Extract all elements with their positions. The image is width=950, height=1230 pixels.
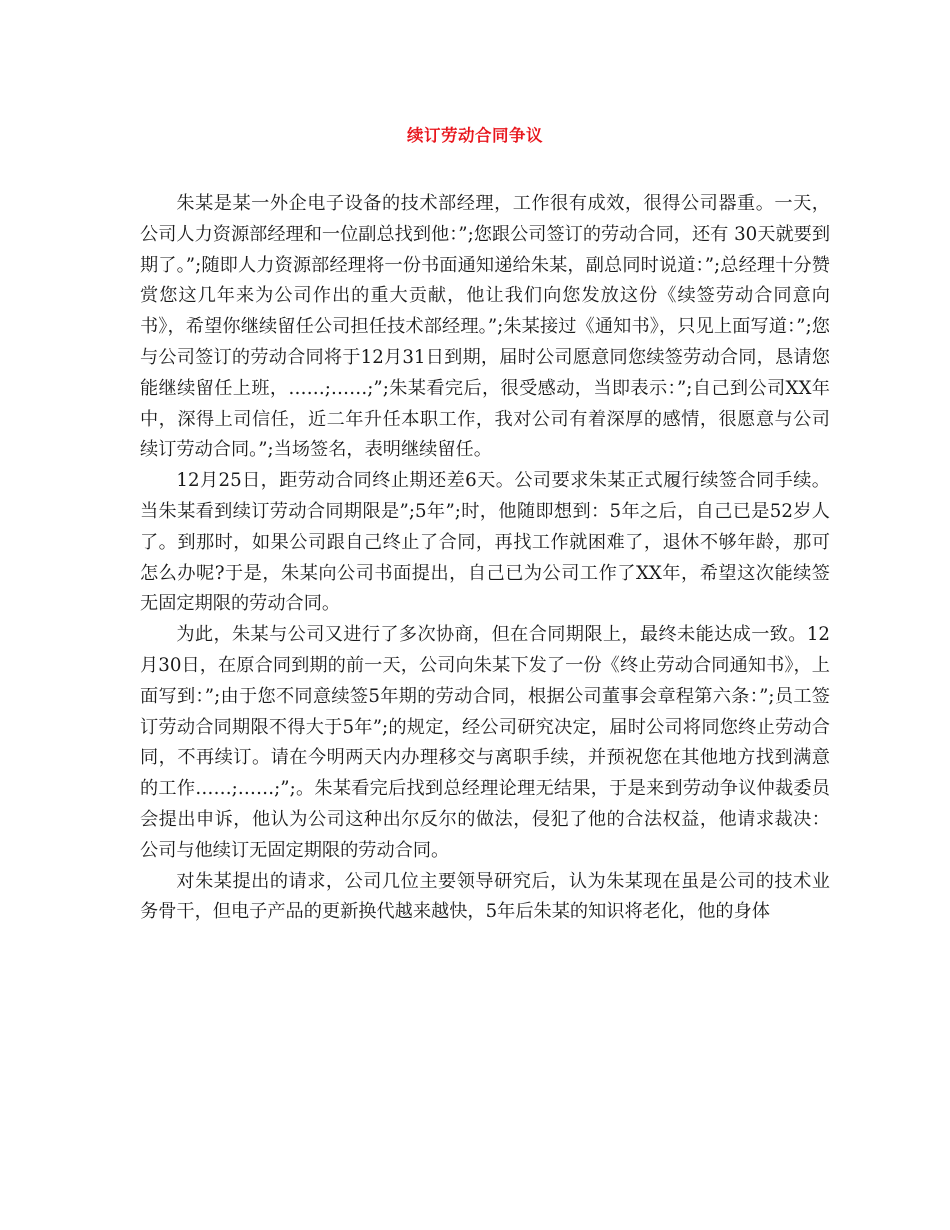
paragraph-4: 对朱某提出的请求，公司几位主要领导研究后，认为朱某现在虽是公司的技术业务骨干，但电子产品的更新换代越来越快，5年后朱某的知识将老化，他的身体 (140, 870, 830, 923)
paragraph-3: 为此，朱某与公司又进行了多次协商，但在合同期限上，最终未能达成一致。12月30日，在原合同到期的前一天，公司向朱某下发了一份《终止劳动合同通知书》，上面写到：”;由于您不同意续签5年期的劳动合同，根据公司董事会章程第六条：”;员工签订劳动合同期限不得大于5年”;的规定，经公司研究决定，届时公司将同您终止劳动合同，不再续订。请在今明两天内办理移交与离职手续，并预祝您在其他地方找到满意的工作……;……;”;。朱某看完后找到总经理论理无结果，于是来到劳动争议仲裁委员会提出申诉，他认为公司这种出尔反尔的做法，侵犯了他的合法权益，他请求裁决：公司与他续订无固定期限的劳动合同。 (140, 624, 830, 861)
paragraph-2: 12月25日，距劳动合同终止期还差6天。公司要求朱某正式履行续签合同手续。当朱某看到续订劳动合同期限是”;5年”;时，他随即想到：5年之后，自己已是52岁人了。到那时，如果公司跟自己终止了合同，再找工作就困难了，退休不够年龄，那可怎么办呢?于是，朱某向公司书面提出，自己已为公司工作了XX年，希望这次能续签无固定期限的劳动合同。 (140, 470, 830, 615)
document-title: 续订劳动合同争议 (407, 126, 543, 145)
paragraph-1: 朱某是某一外企电子设备的技术部经理，工作很有成效，很得公司器重。一天，公司人力资源部经理和一位副总找到他：”;您跟公司签订的劳动合同，还有 30天就要到期了。”;随即人力资源部经理将一份书面通知递给朱某，副总同时说道：”;总经理十分赞赏您这几年来为公司作出的重大贡献，他让我们向您发放这份《续签劳动合同意向书》，希望你继续留任公司担任技术部经理。”;朱某接过《通知书》，只见上面写道：”;您与公司签订的劳动合同将于12月31日到期，届时公司愿意同您续签劳动合同，恳请您能继续留任上班，……;……;”;朱某看完后，很受感动，当即表示：”;自己到公司XX年中，深得上司信任，近二年升任本职工作，我对公司有着深厚的感情，很愿意与公司续订劳动合同。”;当场签名，表明继续留任。 (140, 193, 831, 461)
document-body (140, 189, 830, 928)
